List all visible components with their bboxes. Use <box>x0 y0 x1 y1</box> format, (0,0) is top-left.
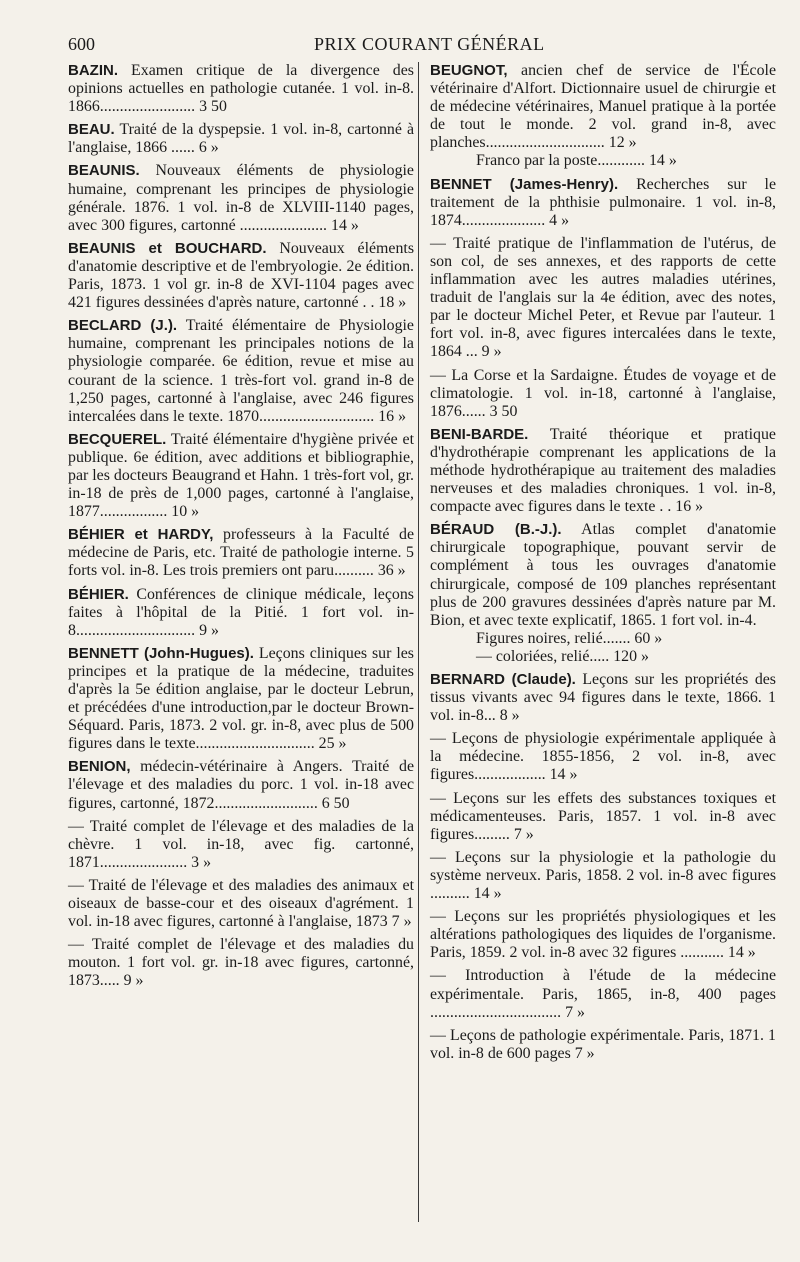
entry-author: BERNARD (Claude). <box>430 671 576 688</box>
left-column <box>68 62 414 996</box>
entry-text: — Leçons de physiologie expérimentale appliquée à la médecine. 1855-1856, 2 vol. in-8, avec figures.................. 14 » <box>430 730 776 784</box>
catalog-entry <box>430 521 776 666</box>
catalog-sub-entry <box>430 235 776 362</box>
entry-text: Conférences de clinique médicale, leçons faites à l'hôpital de la Pitié. 1 fort vol. in-8.............................. 9 » <box>68 585 414 639</box>
entry-text: — Traité complet de l'élevage et des maladies du mouton. 1 fort vol. gr. in-18 avec figures, cartonné, 1873..... 9 » <box>68 936 414 990</box>
catalog-sub-entry <box>68 818 414 872</box>
entry-text: Traité de la dyspepsie. 1 vol. in-8, cartonné à l'anglaise, 1866 ...... 6 » <box>68 121 414 157</box>
catalog-sub-entry <box>68 936 414 990</box>
entry-text: Traité élémentaire de Physiologie humaine, comprenant les principales notions de la physiologie comparée. 6e édition, revue et mise au courant de la science. 1 très-fort vol. grand in-8 de 1,250 pages, cartonné à l'anglaise, avec 246 figures intercalées dans le texte. 1870............................. 16 » <box>68 317 414 425</box>
entry-text: médecin-vétérinaire à Angers. Traité de l'élevage et des maladies du porc. 1 vol. in-18 avec figures, cartonné, 1872.......................... 6 50 <box>68 758 414 812</box>
entry-author: BEAU. <box>68 121 115 139</box>
entry-price-line: Franco par la poste............ 14 » <box>476 152 677 170</box>
catalog-sub-entry <box>430 967 776 1021</box>
entry-author: BENNETT (John-Hugues). <box>68 644 254 662</box>
entry-author: BENION, <box>68 758 131 776</box>
entry-author: BENI-BARDE. <box>430 425 529 443</box>
entry-text: Atlas complet d'anatomie chirurgicale topographique, pouvant servir de complément à tous les ouvrages d'anatomie chirurgicale, composé de 109 planches représentant plus de 200 gravures dessinées d'après nature par M. Bion, et avec texte explicatif, 1865. 1 fort vol. in-4. <box>430 521 776 629</box>
catalog-entry <box>68 645 414 754</box>
catalog-sub-entry <box>430 849 776 903</box>
catalog-entry <box>68 586 414 640</box>
entry-author: BEUGNOT, <box>430 62 508 79</box>
entry-text: — Leçons sur les effets des substances toxiques et médicamenteuses. Paris, 1857. 1 vol. in-8 avec figures......... 7 » <box>430 789 776 843</box>
entry-text: — Traité complet de l'élevage et des maladies de la chèvre. 1 vol. in-18, avec fig. cartonné, 1871...................... 3 » <box>68 817 414 871</box>
entry-author: BEAUNIS et BOUCHARD. <box>68 239 267 257</box>
entry-text: Nouveaux éléments d'anatomie descriptive et de l'embryologie. 2e édition. Paris, 1873. 1 vol gr. in-8 de XVI-1104 pages avec 421 figures dessinées d'après nature, cartonné . . 18 » <box>68 239 415 312</box>
entry-author: BÉHIER et HARDY, <box>68 526 214 544</box>
catalog-entry <box>68 240 414 312</box>
entry-text: Examen critique de la divergence des opinions actuelles en pathologie cutanée. 1 vol. in-8. 1866........................ 3 50 <box>68 62 414 116</box>
entry-text: — Introduction à l'étude de la médecine expérimentale. Paris, 1865, in-8, 400 pages ................................. 7 » <box>430 967 776 1021</box>
entry-text: — La Corse et la Sardaigne. Études de voyage et de climatologie. 1 vol. in-18, cartonné à l'anglaise, 1876...... 3 50 <box>430 366 776 420</box>
catalog-entry <box>68 162 414 234</box>
entry-author: BEAUNIS. <box>68 162 140 180</box>
catalog-sub-entry <box>430 908 776 962</box>
entry-text: Nouveaux éléments de physiologie humaine, comprenant les principes de physiologie générale. 1876. 1 vol. in-8 de XLVIII-1140 pages, avec 300 figures, cartonné ...................... 14 » <box>68 162 414 234</box>
entry-author: BENNET (James-Henry). <box>430 175 619 193</box>
catalog-entry <box>430 62 776 171</box>
entry-text: Leçons cliniques sur les principes et la pratique de la médecine, traduites d'après la 5e édition anglaise, par le docteur Lebrun, et précédées d'une introduction,par le docteur Brown-Séquard. Paris, 1873. 2 vol. gr. in-8, avec plus de 500 figures dans le texte.............................. 25 » <box>68 644 414 753</box>
catalog-entry <box>68 431 414 521</box>
entry-text: — Leçons sur la physiologie et la pathologie du système nerveux. Paris, 1858. 2 vol. in-8 avec figures .......... 14 » <box>430 848 776 903</box>
catalog-entry <box>68 62 414 116</box>
entry-text: — Leçons de pathologie expérimentale. Paris, 1871. 1 vol. in-8 de 600 pages 7 » <box>430 1026 776 1062</box>
entry-text: ancien chef de service de l'École vétérinaire d'Alfort. Dictionnaire usuel de chirurgie et de médecine vétérinaires, Manuel pratique à la portée de tout le monde. 2 vol. grand in-8, avec planches.............................. 12 » <box>430 62 776 152</box>
catalog-entry <box>68 121 414 157</box>
catalog-sub-entry <box>68 877 414 931</box>
entry-text: professeurs à la Faculté de médecine de Paris, etc. Traité de pathologie interne. 5 forts vol. in-8. Les trois premiers ont paru.......... 36 » <box>68 526 415 580</box>
entry-text: — Traité de l'élevage et des maladies des animaux et oiseaux de basse-cour et des oiseaux d'agrément. 1 vol. in-18 avec figures, cartonné à l'anglaise, 1873 7 » <box>68 876 414 931</box>
entry-author: BAZIN. <box>68 62 118 79</box>
entry-price-line: — coloriées, relié..... 120 » <box>476 647 649 665</box>
catalog-sub-entry <box>430 790 776 844</box>
entry-author: BÉRAUD (B.-J.). <box>430 521 562 539</box>
catalog-sub-entry <box>430 730 776 784</box>
running-title: PRIX COURANT GÉNÉRAL <box>314 34 545 54</box>
entry-text: Recherches sur le traitement de la phthisie pulmonaire. 1 vol. in-8, 1874..................... 4 » <box>430 175 776 229</box>
catalog-sub-entry <box>430 1027 776 1063</box>
entry-text: Leçons sur les propriétés des tissus vivants avec 94 figures dans le texte, 1866. 1 vol. in-8... 8 » <box>430 671 776 725</box>
entry-text: Traité théorique et pratique d'hydrothérapie comprenant les applications de la méthode hydrothérapique au traitement des maladies nerveuses et des maladies chroniques. 1 vol. in-8, compacte avec figures dans le texte . . 16 » <box>430 425 776 516</box>
catalog-sub-entry <box>430 367 776 421</box>
right-column <box>418 62 776 1068</box>
catalog-entry <box>430 426 776 516</box>
catalog-entry <box>68 526 414 580</box>
page-number: 600 <box>68 34 95 54</box>
entry-text: — Traité pratique de l'inflammation de l'utérus, de son col, de ses annexes, et des rapports de cette inflammation avec les autres maladies utérines, traduit de l'anglais sur la 4e édition, avec des notes, par le docteur Michel Peter, et Revue par l'auteur. 1 fort vol. in-8, avec figures intercalées dans le texte, 1864 ... 9 » <box>430 234 776 361</box>
catalog-entry <box>430 671 776 725</box>
page-header <box>68 28 778 56</box>
catalog-entry <box>68 317 414 426</box>
entry-text: Traité élémentaire d'hygiène privée et publique. 6e édition, avec additions et bibliographie, par les docteurs Beaugrand et Hahn. 1 très-fort vol, gr. in-18 de près de 1,000 pages, cartonné à l'anglaise, 1877................. 10 » <box>68 430 414 521</box>
entry-author: BECLARD (J.). <box>68 317 178 335</box>
catalog-entry <box>68 758 414 812</box>
entry-author: BÉHIER. <box>68 585 129 603</box>
catalog-entry <box>430 176 776 230</box>
entry-author: BECQUEREL. <box>68 430 167 448</box>
entry-price-line: Figures noires, relié....... 60 » <box>476 629 663 647</box>
entry-text: — Leçons sur les propriétés physiologiques et les altérations pathologiques des liquides de l'organisme. Paris, 1859. 2 vol. in-8 avec 32 figures ........... 14 » <box>430 908 776 962</box>
